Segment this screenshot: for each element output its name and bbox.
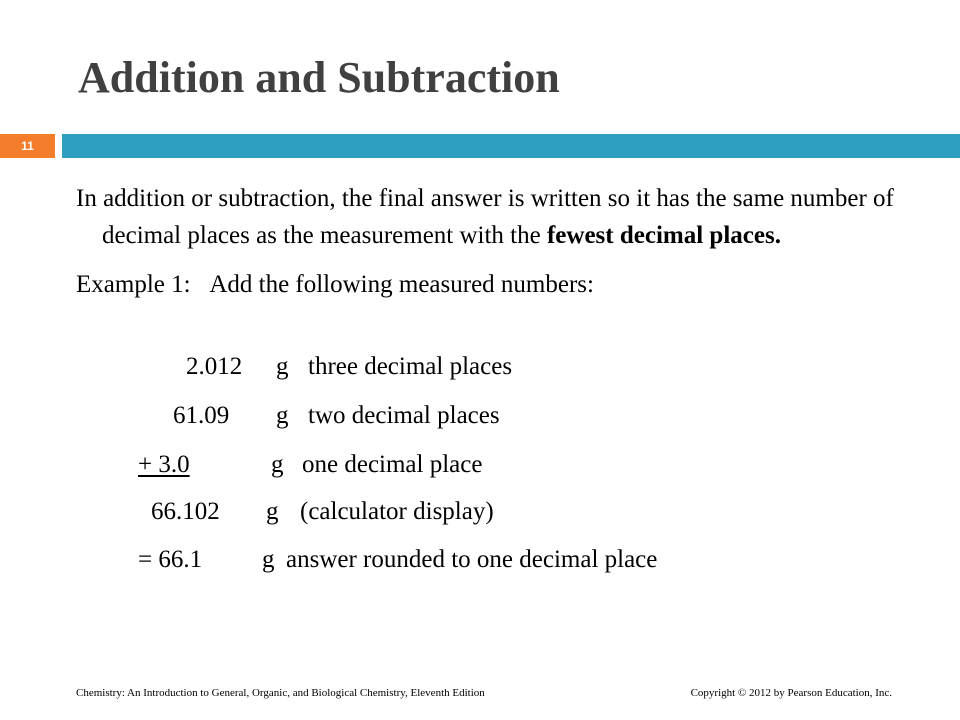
calc-row — [76, 401, 916, 431]
slide-body — [76, 180, 916, 303]
calc-row — [76, 352, 916, 382]
calc-unit: g — [276, 402, 289, 429]
rule-text: In addition or subtraction, the final answer is written so it has the same number of decimal places as the measurement with the — [76, 185, 894, 249]
calc-row — [76, 497, 916, 527]
example-text: Add the following measured numbers: — [209, 271, 594, 298]
calc-note: three decimal places — [308, 353, 513, 380]
calc-note: (calculator display) — [300, 498, 494, 525]
calc-row — [76, 545, 916, 575]
header-bar — [62, 134, 960, 158]
calc-note: one decimal place — [302, 451, 483, 478]
rule-emphasis: fewest decimal places. — [546, 222, 781, 249]
example-line — [76, 266, 916, 303]
calc-note: two decimal places — [308, 402, 500, 429]
footer-citation: Chemistry: An Introduction to General, Organic, and Biological Chemistry, Eleventh Edition — [76, 687, 485, 699]
example-label: Example 1: — [76, 271, 191, 298]
slide-title: Addition and Subtraction — [78, 53, 560, 102]
calc-value: = 66.1 — [138, 546, 203, 573]
calc-value: 61.09 — [173, 402, 230, 429]
slide-number-badge: 11 — [0, 134, 55, 158]
calc-note: answer rounded to one decimal place — [286, 546, 658, 573]
calc-value: 2.012 — [186, 353, 243, 380]
calc-unit: g — [271, 451, 284, 478]
calc-value: 66.102 — [151, 498, 220, 525]
calc-unit: g — [266, 498, 279, 525]
calc-value: + 3.0 — [138, 451, 190, 478]
footer-copyright: Copyright © 2012 by Pearson Education, Inc. — [690, 687, 892, 699]
calc-row — [76, 450, 916, 480]
header-rule — [0, 134, 960, 158]
calc-unit: g — [262, 546, 275, 573]
calc-unit: g — [276, 353, 289, 380]
rule-paragraph — [76, 180, 916, 254]
